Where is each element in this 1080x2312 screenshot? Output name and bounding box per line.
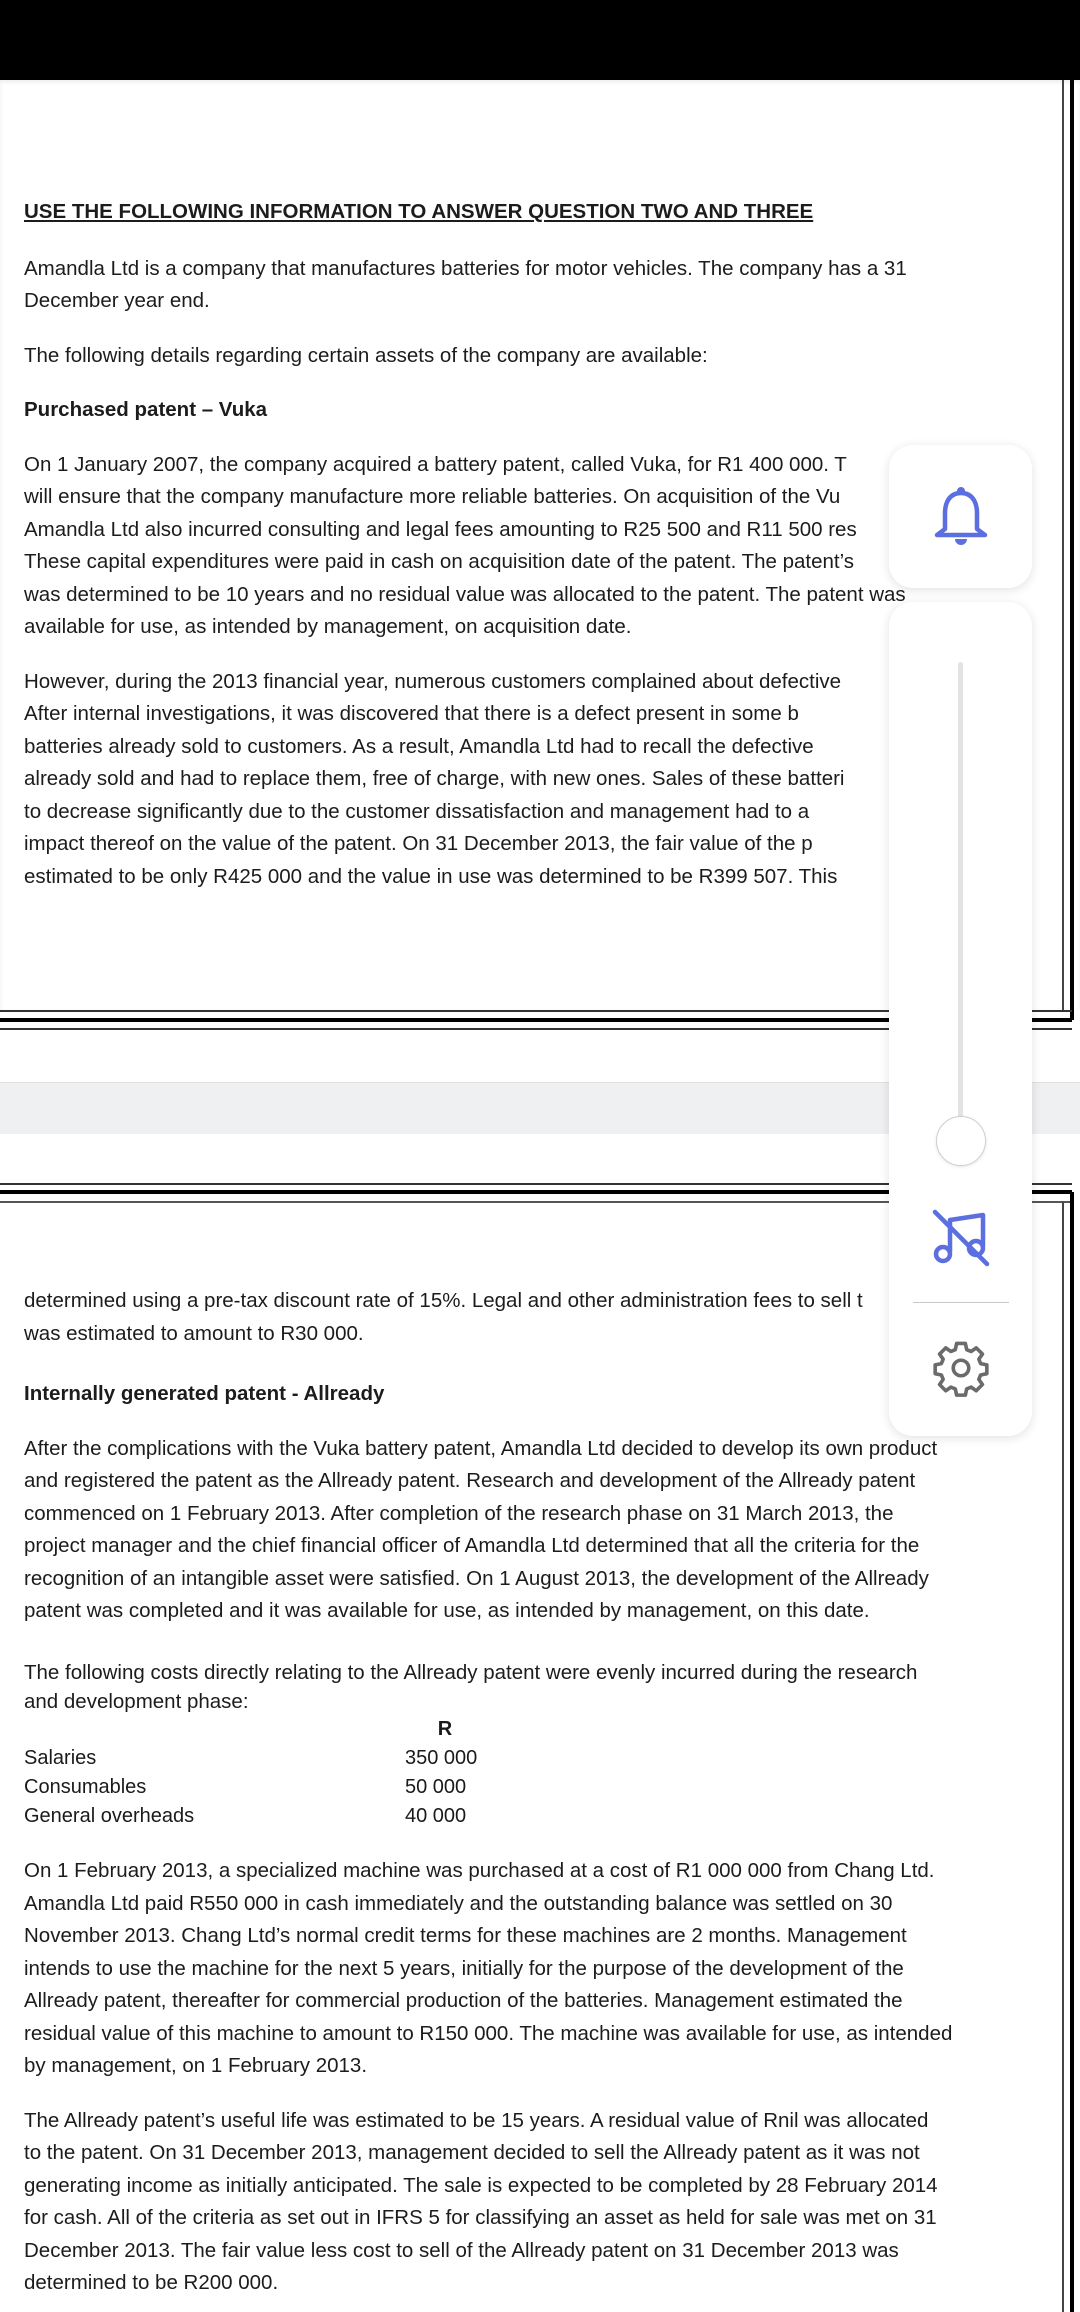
- text-line: batteries already sold to customers. As a result, Amandla Ltd had to recall the defective: [24, 734, 814, 758]
- text-line: On 1 February 2013, a specialized machine was purchased at a cost of R1 000 000 from Chang Ltd.: [24, 1859, 935, 1882]
- page-border: [1070, 1192, 1074, 2312]
- text-line: recognition of an intangible asset were satisfied. On 1 August 2013, the development of the Allready: [24, 1566, 929, 1590]
- text-line: The following costs directly relating to the Allready patent were evenly incurred during the research: [24, 1660, 918, 1684]
- panel-divider: [913, 1302, 1009, 1303]
- text-line: generating income as initially anticipated. The sale is expected to be completed by 28 February 2014: [24, 2173, 938, 2197]
- intro-text: December year end.: [24, 289, 210, 312]
- cost-label: General overheads: [24, 1805, 195, 1827]
- notification-button[interactable]: [889, 445, 1032, 588]
- details-intro: The following details regarding certain assets of the company are available:: [24, 343, 708, 367]
- cost-value: 40 000: [405, 1805, 467, 1827]
- text-line: was determined to be 10 years and no residual value was allocated to the patent. The patent was: [24, 582, 906, 606]
- text-line: November 2013. Chang Ltd’s normal credit terms for these machines are 2 months. Management: [24, 1924, 907, 1947]
- table-row: [24, 1744, 515, 1773]
- page-border: [1070, 80, 1074, 1020]
- music-toggle-button[interactable]: [925, 1202, 997, 1274]
- text-line: determined to be R200 000.: [24, 2271, 279, 2294]
- text-line: The Allready patent’s useful life was estimated to be 15 years. A residual value of Rnil was allocated: [24, 2108, 929, 2132]
- text-line: residual value of this machine to amount to R150 000. The machine was available for use, as intended: [24, 2021, 953, 2045]
- cost-label: Consumables: [24, 1776, 147, 1798]
- text-line: will ensure that the company manufacture more reliable batteries. On acquisition of the Vu: [24, 485, 841, 508]
- music-off-icon: [931, 1208, 991, 1268]
- section-heading-allready: Internally generated patent - Allready: [24, 1382, 385, 1405]
- text-line: determined using a pre-tax discount rate of 15%. Legal and other administration fees to sell t: [24, 1289, 863, 1312]
- paragraph-machine: [24, 1855, 986, 2083]
- text-line: Allready patent, thereafter for commercial production of the batteries. Management estimated the: [24, 1989, 903, 2012]
- text-line: project manager and the chief financial officer of Amandla Ltd determined that all the criteria for the: [24, 1534, 920, 1557]
- text-line: already sold and had to replace them, free of charge, with new ones. Sales of these batteri: [24, 767, 845, 790]
- text-line: intends to use the machine for the next 5 years, initially for the purpose of the development of the: [24, 1956, 904, 1980]
- text-line: These capital expenditures were paid in cash on acquisition date of the patent. The patent’s: [24, 550, 855, 573]
- text-line: However, during the 2013 financial year, numerous customers complained about defective: [24, 669, 842, 693]
- paragraph-vuka-acquisition: [24, 449, 986, 644]
- text-line: to decrease significantly due to the customer dissatisfaction and management had to a: [24, 799, 810, 823]
- document-title: USE THE FOLLOWING INFORMATION TO ANSWER QUESTION TWO AND THREE: [24, 200, 814, 223]
- text-line: commenced on 1 February 2013. After completion of the research phase on 31 March 2013, the: [24, 1501, 894, 1525]
- costs-header-row: [24, 1715, 515, 1744]
- table-row: [24, 1802, 515, 1831]
- paragraph-allready-development: [24, 1433, 986, 1628]
- settings-button[interactable]: [925, 1332, 997, 1404]
- cost-value: 350 000: [405, 1747, 478, 1769]
- text-line: On 1 January 2007, the company acquired a battery patent, called Vuka, for R1 400 000. T: [24, 452, 847, 476]
- document-text-page-2b: [24, 1855, 986, 2300]
- text-line: December 2013. The fair value less cost to sell of the Allready patent on 31 December 2013 was: [24, 2238, 899, 2262]
- control-panel: [889, 602, 1032, 1436]
- text-line: to the patent. On 31 December 2013, management decided to sell the Allready patent as it was not: [24, 2141, 920, 2164]
- page-border: [1062, 80, 1064, 1012]
- text-line: Amandla Ltd also incurred consulting and legal fees amounting to R25 500 and R11 500 res: [24, 517, 857, 541]
- text-line: Amandla Ltd paid R550 000 in cash immediately and the outstanding balance was settled on 30: [24, 1891, 893, 1915]
- document-text-page-2: [24, 1285, 986, 1716]
- text-line: available for use, as intended by management, on acquisition date.: [24, 615, 632, 638]
- section-heading-vuka: Purchased patent – Vuka: [24, 398, 268, 421]
- text-line: by management, on 1 February 2013.: [24, 2054, 368, 2077]
- costs-table: [24, 1715, 515, 1831]
- table-row: [24, 1773, 515, 1802]
- text-line: patent was completed and it was available for use, as intended by management, on this date.: [24, 1599, 870, 1622]
- text-line: estimated to be only R425 000 and the value in use was determined to be R399 507. This: [24, 864, 838, 888]
- cost-label: Salaries: [24, 1747, 97, 1769]
- text-line: and development phase:: [24, 1689, 249, 1713]
- page-border: [1062, 1202, 1064, 2312]
- text-line: After the complications with the Vuka battery patent, Amandla Ltd decided to develop its own product: [24, 1436, 938, 1460]
- intro-text: Amandla Ltd is a company that manufactures batteries for motor vehicles. The company has a 31: [24, 256, 907, 280]
- volume-slider-track[interactable]: [958, 662, 963, 1142]
- volume-slider-thumb[interactable]: [936, 1116, 986, 1166]
- currency-header: R: [437, 1718, 453, 1740]
- status-bar: [0, 0, 1080, 80]
- paragraph-held-for-sale: [24, 2105, 986, 2300]
- gear-icon: [930, 1337, 992, 1399]
- text-line: was estimated to amount to R30 000.: [24, 1321, 364, 1345]
- paragraph-vuka-impairment: [24, 666, 986, 894]
- text-line: for cash. All of the criteria as set out in IFRS 5 for classifying an asset as held for sale was met on 31: [24, 2206, 937, 2229]
- costs-intro: [24, 1658, 986, 1716]
- document-text-page-1: [24, 196, 986, 893]
- text-line: impact thereof on the value of the patent. On 31 December 2013, the fair value of the p: [24, 832, 813, 855]
- text-line: and registered the patent as the Allready patent. Research and development of the Allready patent: [24, 1469, 916, 1492]
- bell-icon: [933, 485, 989, 549]
- text-line: After internal investigations, it was discovered that there is a defect present in some b: [24, 702, 799, 725]
- cost-value: 50 000: [405, 1776, 467, 1798]
